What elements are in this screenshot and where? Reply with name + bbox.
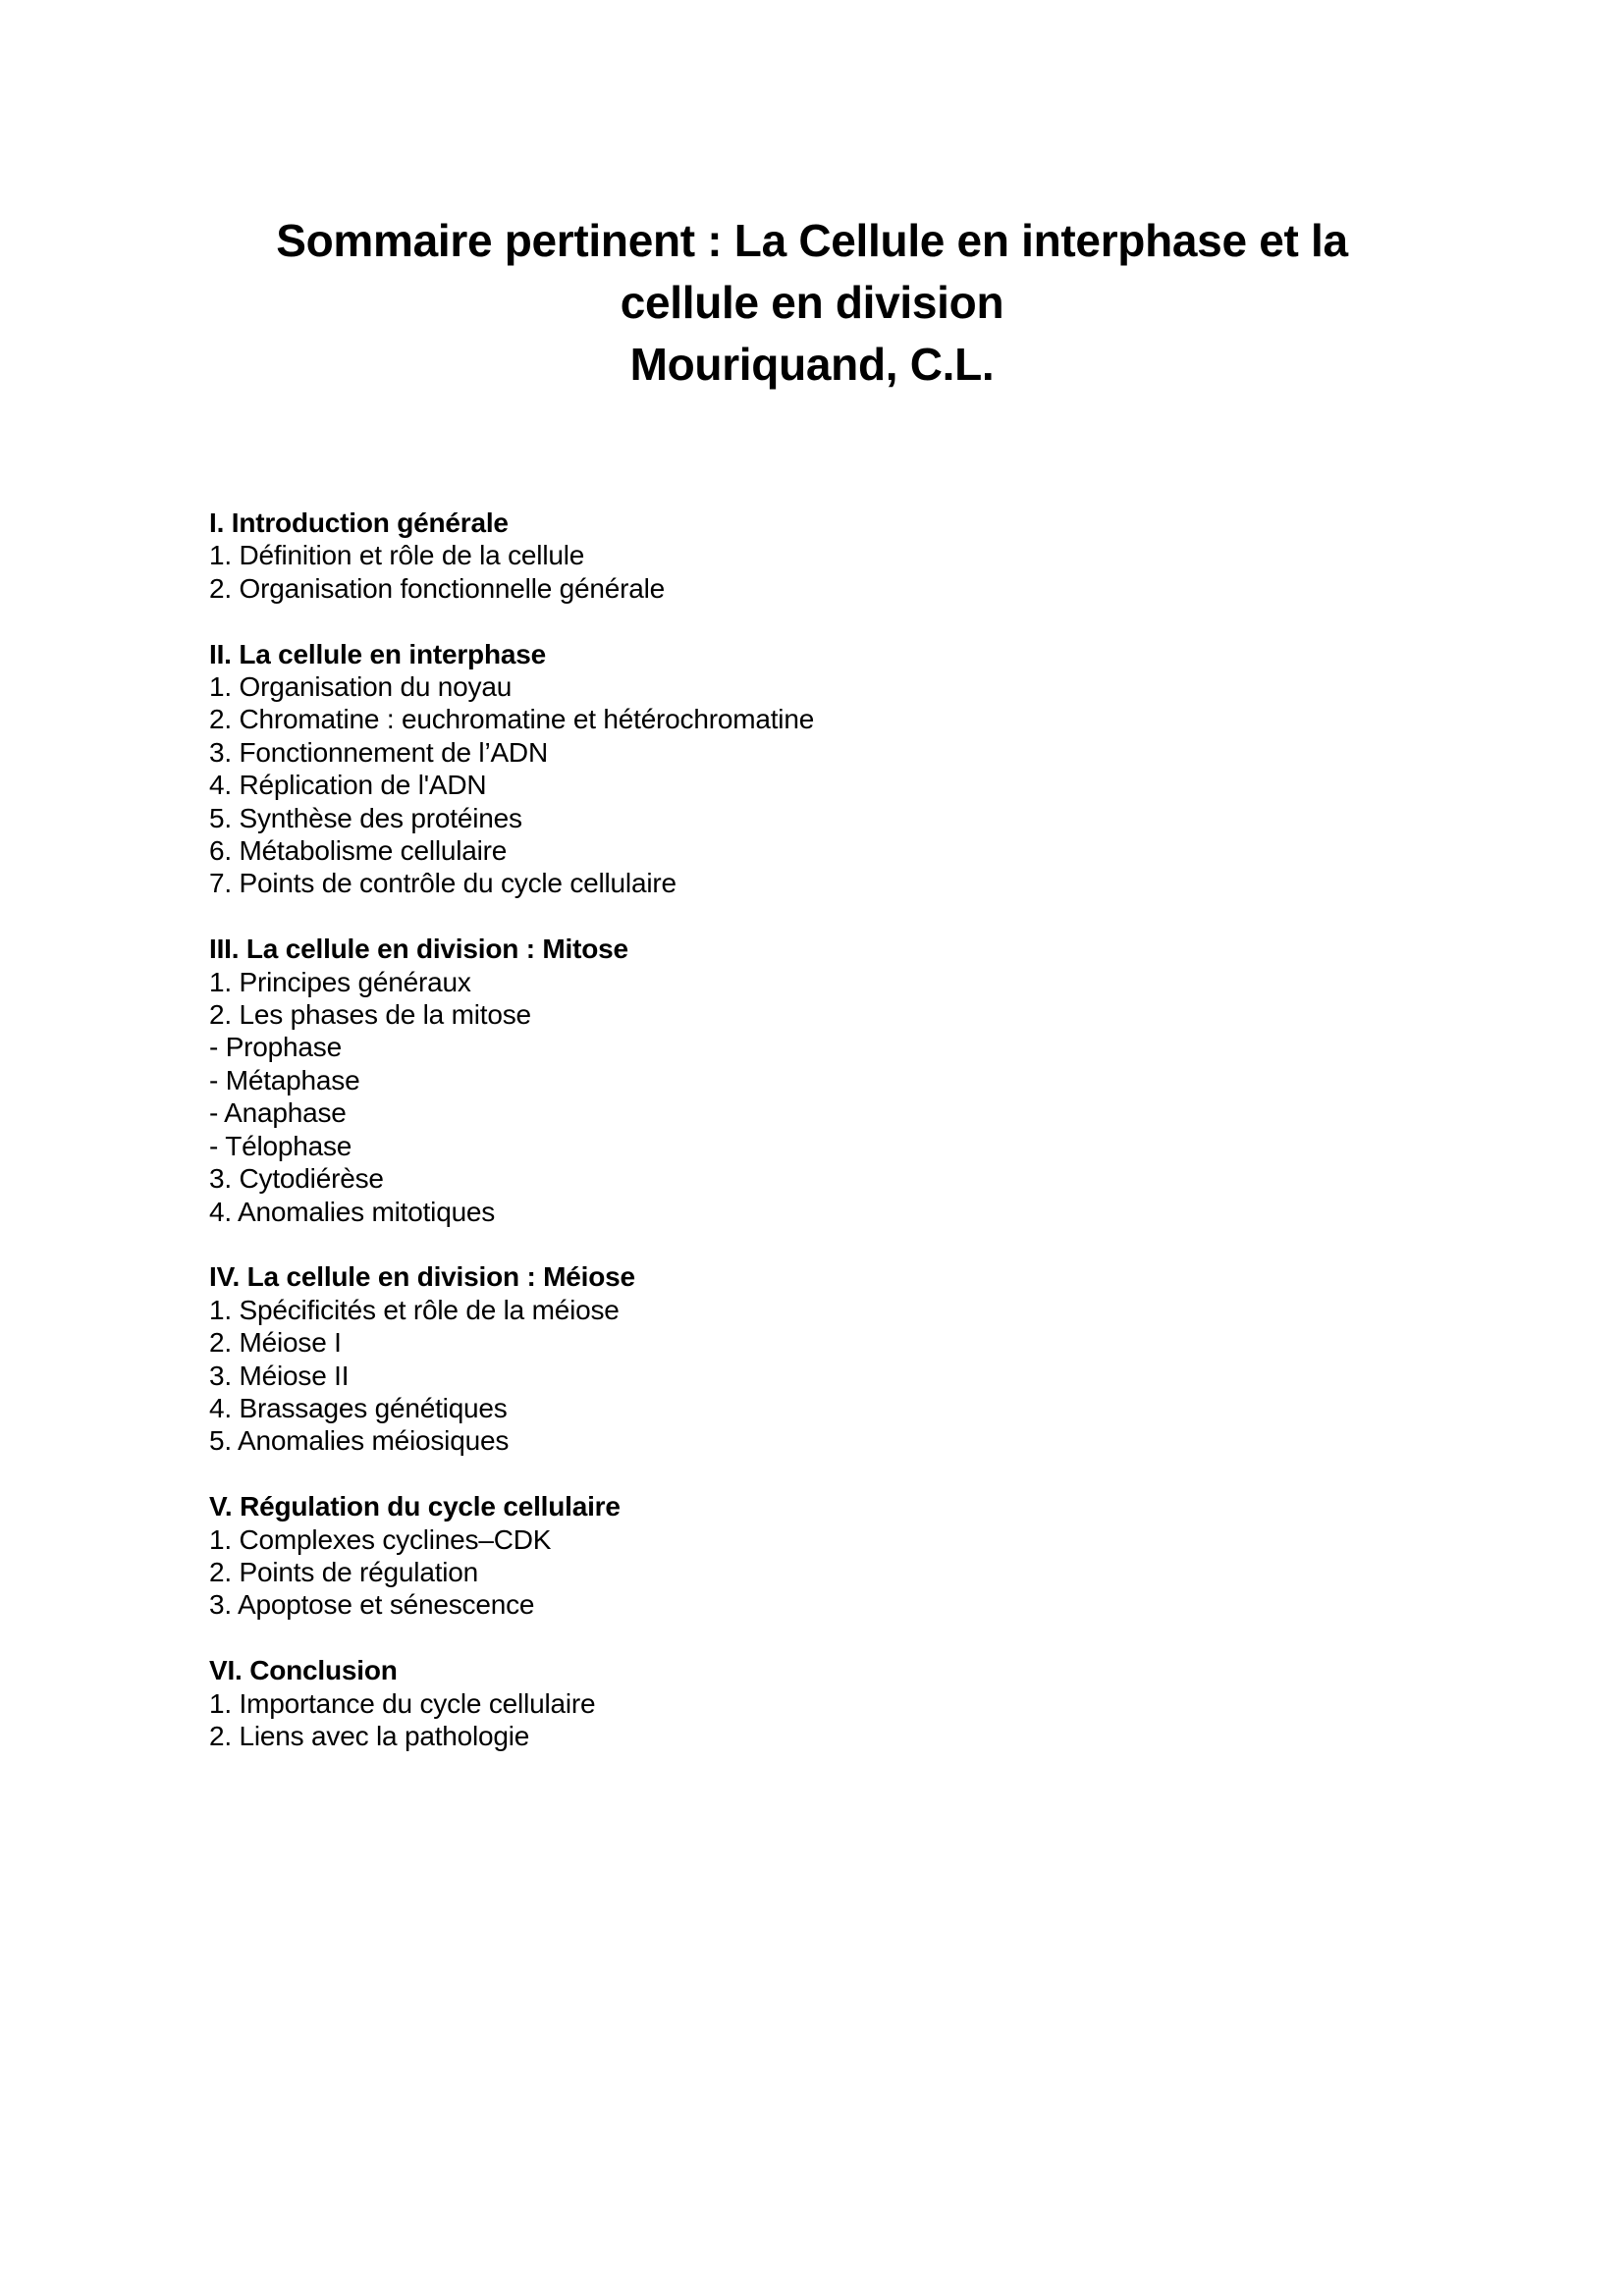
- toc-item: 4. Brassages génétiques: [209, 1392, 508, 1423]
- toc-item: 1. Principes généraux: [209, 966, 471, 997]
- page-title: [0, 210, 1624, 396]
- section-heading: IV. La cellule en division : Méiose: [209, 1261, 635, 1293]
- toc-section: [209, 933, 1476, 1228]
- toc-item: 1. Spécificités et rôle de la méiose: [209, 1294, 620, 1325]
- section-heading: II. La cellule en interphase: [209, 638, 546, 669]
- toc-item: 2. Liens avec la pathologie: [209, 1720, 530, 1751]
- toc-item: 2. Les phases de la mitose: [209, 999, 531, 1031]
- title-line-2: cellule en division: [620, 277, 1004, 328]
- toc-item: 2. Chromatine : euchromatine et hétérochromatine: [209, 704, 815, 735]
- table-of-contents: [209, 507, 1476, 1786]
- toc-item: 5. Synthèse des protéines: [209, 802, 522, 833]
- section-heading: V. Régulation du cycle cellulaire: [209, 1491, 621, 1522]
- toc-item: 1. Complexes cyclines–CDK: [209, 1523, 552, 1555]
- toc-item: 3. Cytodiérèse: [209, 1163, 384, 1195]
- title-line-3: Mouriquand, C.L.: [629, 339, 995, 390]
- toc-section: [209, 1490, 1476, 1622]
- toc-item: 1. Organisation du noyau: [209, 671, 513, 703]
- toc-item: 7. Points de contrôle du cycle cellulaire: [209, 868, 677, 899]
- toc-item: 4. Réplication de l'ADN: [209, 770, 487, 801]
- section-heading: VI. Conclusion: [209, 1655, 398, 1686]
- toc-item: 2. Méiose I: [209, 1327, 342, 1359]
- toc-item: - Anaphase: [209, 1097, 347, 1129]
- toc-item: 2. Organisation fonctionnelle générale: [209, 572, 666, 604]
- toc-item: 5. Anomalies méiosiques: [209, 1425, 510, 1457]
- section-heading: III. La cellule en division : Mitose: [209, 934, 628, 965]
- toc-item: 3. Fonctionnement de l’ADN: [209, 736, 548, 768]
- toc-item: 3. Apoptose et sénescence: [209, 1589, 535, 1621]
- toc-section: [209, 1654, 1476, 1752]
- title-line-1: Sommaire pertinent : La Cellule en interphase et la: [276, 215, 1348, 266]
- toc-item: 1. Importance du cycle cellulaire: [209, 1687, 596, 1719]
- toc-item: 3. Méiose II: [209, 1360, 350, 1391]
- toc-section: [209, 638, 1476, 900]
- toc-item: - Prophase: [209, 1032, 342, 1063]
- toc-item: - Télophase: [209, 1130, 352, 1161]
- toc-section: [209, 507, 1476, 605]
- section-heading: I. Introduction générale: [209, 507, 509, 538]
- toc-section: [209, 1260, 1476, 1457]
- toc-item: 1. Définition et rôle de la cellule: [209, 540, 585, 571]
- toc-item: 2. Points de régulation: [209, 1556, 479, 1587]
- toc-item: 4. Anomalies mitotiques: [209, 1196, 496, 1227]
- toc-item: - Métaphase: [209, 1064, 360, 1095]
- toc-item: 6. Métabolisme cellulaire: [209, 835, 508, 867]
